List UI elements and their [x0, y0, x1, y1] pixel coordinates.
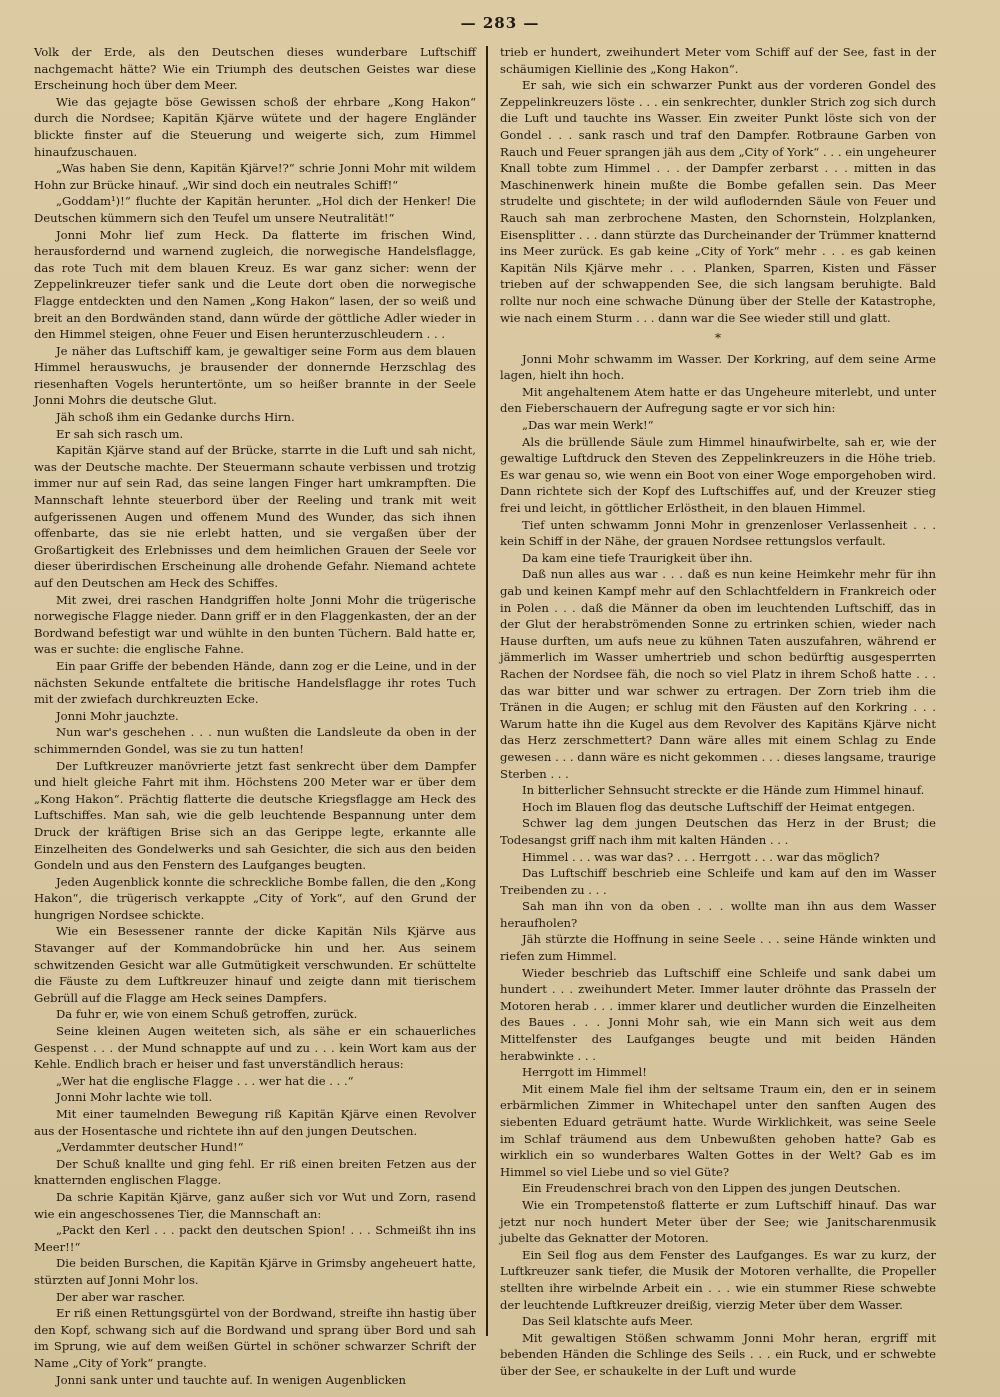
- paragraph: Wie das gejagte böse Gewissen schoß der ehrbare „Kong Hakon“ durch die Nordsee; Kapitän Kjärve wütete und der hagere Engländer blickte finster auf die Steuerung und weigerte sich, zum Himmel hinaufzuschauen.: [34, 94, 476, 159]
- paragraph: Ein Freudenschrei brach von den Lippen des jungen Deutschen.: [522, 1181, 901, 1196]
- paragraph: Schwer lag dem jungen Deutschen das Herz in der Brust; die Todesangst griff nach ihm mit kalten Händen . . .: [500, 816, 936, 847]
- paragraph: „Packt den Kerl . . . packt den deutschen Spion! . . . Schmeißt ihn ins Meer!!“: [34, 1223, 476, 1254]
- paragraph: Mit gewaltigen Stößen schwamm Jonni Mohr heran, ergriff mit bebenden Händen die Schlinge des Seils . . . ein Ruck, und er schwebte über der See, er schaukelte in der Luft und wurde: [500, 1330, 936, 1378]
- paragraph: Als die brüllende Säule zum Himmel hinaufwirbelte, sah er, wie der gewaltige Luftdruck den Steven des Zeppelinkreuzers in die Höhe trieb. Es war genau so, wie wenn ein Boot von einer Woge emporgehoben wird. Dann richtete sich der Kopf des Luftschiffes auf, und der Kreuzer stieg frei und leicht, in göttlicher Erlöstheit, in den blauen Himmel.: [500, 434, 936, 516]
- paragraph: Er riß einen Rettungsgürtel von der Bordwand, streifte ihn hastig über den Kopf, schwang sich auf die Bordwand und sprang über Bord und sah im Sprung, wie auf dem weißen Gürtel in schöner schwarzer Schrift der Name „City of York“ prangte.: [34, 1306, 476, 1370]
- paragraph: Der Schuß knallte und ging fehl. Er riß einen breiten Fetzen aus der knatternden englischen Flagge.: [34, 1156, 476, 1188]
- paragraph: Mit einer taumelnden Bewegung riß Kapitän Kjärve einen Revolver aus der Hosentasche und richtete ihn auf den jungen Deutschen.: [34, 1107, 476, 1138]
- paragraph: Tief unten schwamm Jonni Mohr in grenzenloser Verlassenheit . . . kein Schiff in der Nähe, der grauen Nordsee rettungslos verfault.: [500, 517, 936, 549]
- paragraph: Volk der Erde, als den Deutschen dieses wunderbare Luftschiff nachgemacht hätte? Wie ein Triumph des deutschen Geistes war diese Erscheinung hoch über dem Meer.: [34, 45, 476, 93]
- paragraph: Das Seil klatschte aufs Meer.: [522, 1314, 694, 1329]
- paragraph: Je näher das Luftschiff kam, je gewaltiger seine Form aus dem blauen Himmel herauswuchs, je brausender der donnernde Herzschlag des riesenhaften Vogels heruntertönte, um so heißer brannte in der Seele Jonni Mohrs die deutsche Glut.: [34, 343, 476, 408]
- paragraph: Daß nun alles aus war . . . daß es nun keine Heimkehr mehr für ihn gab und keinen Kampf mehr auf den Schlachtfeldern in Frankreich oder in Polen . . . daß die Männer da oben im leuchtenden Luftschiff, das in der Glut der herabströmenden Sonne zu ertrinken schien, wieder nach Hause durften, um aufs neue zu kühnen Taten auszufahren, während er jämmerlich im Wasser umhertrieb und schon bedürftig ausgesperrten Rachen der Nordsee fäh, die noch so viel Platz in ihrem Schoß hatte . . . das war bitter und war schwer zu ertragen. Der Zorn trieb ihm die Tränen in die Augen; er schlug mit den Fäusten auf den Korkring . . . Warum hatte ihn die Kugel aus dem Revolver des Kapitäns Kjärve nicht das Herz zerschmettert? Dann wäre alles mit einem Schlag zu Ende gewesen . . . dann wäre es nicht gekommen . . . dieses langsame, traurige Sterben . . .: [500, 567, 936, 781]
- paragraph: trieb er hundert, zweihundert Meter vom Schiff auf der See, fast in der schäumigen Kiellinie des „Kong Hakon“.: [500, 45, 936, 76]
- page-number: — 283 —: [460, 14, 540, 32]
- paragraph: Jeden Augenblick konnte die schreckliche Bombe fallen, die den „Kong Hakon“, die trügerisch verkappte „City of York“, auf den Grund der hungrigen Nordsee schickte.: [34, 874, 476, 922]
- paragraph: Ein paar Griffe der bebenden Hände, dann zog er die Leine, und in der nächsten Sekunde entfaltete die britische Handelsflagge ihr rotes Tuch mit der zwiefach durchkreuzten Ecke.: [34, 658, 476, 707]
- paragraph: Kapitän Kjärve stand auf der Brücke, starrte in die Luft und sah nicht, was der Deutsche machte. Der Steuermann schaute verbissen und trotzig immer nur auf sein Rad, das seine langen Finger hart umkrampften. Die Mannschaft lehnte steuerbord über der Reeling und trank mit weit aufgerissenen Augen und offenem Mund des Wunder, das sich ihnen offenbarte, das sie nie erlebt hatten, und sie vergaßen über der Großartigkeit des Erlebnisses und dem heimlichen Grauen der Seele vor dieser überirdischen Erscheinung alle drohende Gefahr. Niemand achtete auf den Deutschen am Heck des Schiffes.: [34, 443, 476, 590]
- paragraph: Ein Seil flog aus dem Fenster des Laufganges. Es war zu kurz, der Luftkreuzer sank tiefer, die Musik der Motoren verhallte, die Propeller stellten ihre wirbelnde Arbeit ein . . . wie ein stummer Riese schwebte der leuchtende Luftkreuzer dreißig, vierzig Meter über dem Wasser.: [500, 1247, 936, 1312]
- paragraph: Herrgott im Himmel!: [522, 1065, 647, 1080]
- paragraph: Hoch im Blauen flog das deutsche Luftschiff der Heimat entgegen.: [522, 799, 916, 814]
- paragraph: Nun war's geschehen . . . nun wußten die Landsleute da oben in der schimmernden Gondel, was sie zu tun hatten!: [34, 725, 476, 756]
- paragraph: Jonni Mohr lief zum Heck. Da flatterte im frischen Wind, herausfordernd und warnend zugleich, die norwegische Handelsflagge, das rote Tuch mit dem blauen Kreuz. Es war ganz sicher: wenn der Zeppelinkreuzer tiefer sank und die Leute dort oben die norwegische Flagge entdeckten und den Namen „Kong Hakon“ lasen, der so weiß und breit an den Bordwänden stand, dann würde der göttliche Adler wieder in den Himmel steigen, ohne Feuer und Eisen herunterzuschleudern . . .: [34, 227, 476, 342]
- paragraph: Jonni Mohr schwamm im Wasser. Der Korkring, auf dem seine Arme lagen, hielt ihn hoch.: [500, 351, 936, 383]
- paragraph: Der aber war rascher.: [56, 1289, 186, 1304]
- paragraph: „Was haben Sie denn, Kapitän Kjärve!?“ schrie Jonni Mohr mit wildem Hohn zur Brücke hinauf. „Wir sind doch ein neutrales Schiff!“: [34, 161, 476, 192]
- paragraph: Der Luftkreuzer manövrierte jetzt fast senkrecht über dem Dampfer und hielt gleiche Fahrt mit ihm. Höchstens 200 Meter war er über dem „Kong Hakon“. Prächtig flatterte die deutsche Kriegsflagge am Heck des Luftschiffes. Man sah, wie die gelb leuchtende Bespannung unter dem Druck der kräftigen Brise sich an das Gerippe legte, erkannte alle Einzelheiten des Gondelwerks und sah Gesichter, die sich aus den beiden Gondeln und aus den Fenstern des Laufganges beugten.: [34, 758, 476, 873]
- paragraph: „Goddam¹)!“ fluchte der Kapitän herunter. „Hol dich der Henker! Die Deutschen kümmern sich den Teufel um unsere Neutralität!“: [34, 194, 476, 225]
- paragraph: Da kam eine tiefe Traurigkeit über ihn.: [522, 550, 753, 565]
- paragraph: Mit einem Male fiel ihm der seltsame Traum ein, den er in seinem erbärmlichen Zimmer in Whitechapel unter den sanften Augen des siebenten Eduard geträumt hatte. Wurde Wirklichkeit, was seine Seele im Schlaf träumend aus dem Unbewußten gehoben hatte? Gab es wirklich ein so wunderbares Walten Gottes in der Welt? Gab es im Himmel so viel Liebe und so viel Güte?: [500, 1081, 936, 1179]
- paragraph: „Verdammter deutscher Hund!“: [56, 1140, 244, 1155]
- paragraph: Das Luftschiff beschrieb eine Schleife und kam auf den im Wasser Treibenden zu . . .: [500, 866, 936, 897]
- section-separator: *: [715, 331, 721, 346]
- paragraph: Himmel . . . was war das? . . . Herrgott . . . war das möglich?: [522, 849, 880, 864]
- paragraph: Sah man ihn von da oben . . . wollte man ihn aus dem Wasser heraufholen?: [500, 899, 936, 930]
- paragraph: Die beiden Burschen, die Kapitän Kjärve in Grimsby angeheuert hatte, stürzten auf Jonni Mohr los.: [34, 1256, 476, 1287]
- paragraph: Da schrie Kapitän Kjärve, ganz außer sich vor Wut und Zorn, rasend wie ein angeschossenes Tier, die Mannschaft an:: [34, 1189, 476, 1221]
- paragraph: Wie ein Trompetenstoß flatterte er zum Luftschiff hinauf. Das war jetzt nur noch hundert Meter über der See; wie Janitscharenmusik jubelte das Geknatter der Motoren.: [500, 1197, 936, 1246]
- paragraph: In bitterlicher Sehnsucht streckte er die Hände zum Himmel hinauf.: [522, 783, 925, 798]
- paragraph: „Wer hat die englische Flagge . . . wer hat die . . .“: [56, 1073, 354, 1088]
- paragraph: Wieder beschrieb das Luftschiff eine Schleife und sank dabei um hundert . . . zweihundert Meter. Immer lauter dröhnte das Prasseln der Motoren herab . . . immer klarer und deutlicher wurden die Einzelheiten des Baues . . . Jonni Mohr sah, wie ein Mann sich weit aus dem Mittelfenster des Laufganges beugte und mit beiden Händen herabwinkte . . .: [500, 965, 936, 1063]
- paragraph: Seine kleinen Augen weiteten sich, als sähe er ein schauerliches Gespenst . . . der Mund schnappte auf und zu . . . kein Wort kam aus der Kehle. Endlich brach er heiser und fast unverständlich heraus:: [34, 1024, 476, 1072]
- paragraph: Jäh schoß ihm ein Gedanke durchs Hirn.: [56, 410, 295, 425]
- paragraph: Jäh stürzte die Hoffnung in seine Seele . . . seine Hände winkten und riefen zum Himmel.: [500, 932, 936, 964]
- paragraph: Mit zwei, drei raschen Handgriffen holte Jonni Mohr die trügerische norwegische Flagge nieder. Dann griff er in den Flaggenkasten, der an der Bordwand befestigt war und wühlte in den bunten Tüchern. Bald hatte er, was er suchte: die englische Fahne.: [34, 592, 476, 657]
- paragraph: Er sah sich rasch um.: [56, 426, 184, 441]
- column-divider: [486, 46, 488, 1336]
- paragraph: Wie ein Besessener rannte der dicke Kapitän Nils Kjärve aus Stavanger auf der Kommandobrücke hin und her. Aus seinem schwitzenden Gesicht war alle Gutmütigkeit verschwunden. Er schüttelte die Fäuste zu dem Luftkreuzer hinauf und zeigte dann mit tierischem Gebrüll auf die Flagge am Heck seines Dampfers.: [34, 924, 476, 1005]
- paragraph: Er sah, wie sich ein schwarzer Punkt aus der vorderen Gondel des Zeppelinkreuzers löste . . . ein senkrechter, dunkler Strich zog sich durch die Luft und tauchte ins Wasser. Ein zweiter Punkt löste sich von der Gondel . . . sank rasch und traf den Dampfer. Rotbraune Garben von Rauch und Feuer sprangen jäh aus dem „City of York“ . . . ein ungeheurer Knall tobte zum Himmel . . . der Dampfer zerbarst . . . mitten in das Maschinenwerk hinein mußte die Bombe gefallen sein. Das Meer strudelte und gischtete; in der wild auflodernden Säule von Feuer und Rauch sah man zerbrochene Masten, den Schornstein, Holzplanken, Eisensplitter . . . dann stürzte das Durcheinander der Trümmer knatternd ins Meer zurück. Es gab keine „City of York“ mehr . . . es gab keinen Kapitän Nils Kjärve mehr . . . Planken, Sparren, Kisten und Fässer trieben auf der schwappenden See, die sich langsam beruhigte. Bald rollte nur noch eine schwache Dünung über der Stelle der Katastrophe, wie nach einem Sturm . . . dann war die See wieder still und glatt.: [500, 78, 936, 325]
- paragraph: Jonni sank unter und tauchte auf. In wenigen Augenblicken: [56, 1372, 406, 1387]
- paragraph: Jonni Mohr jauchzte.: [56, 708, 179, 723]
- paragraph: „Das war mein Werk!“: [522, 418, 654, 433]
- right-text-column: [500, 44, 936, 1378]
- paragraph: Mit angehaltenem Atem hatte er das Ungeheure miterlebt, und unter den Fieberschauern der Aufregung sagte er vor sich hin:: [500, 384, 936, 416]
- paragraph: Jonni Mohr lachte wie toll.: [56, 1090, 213, 1105]
- paragraph: Da fuhr er, wie von einem Schuß getroffen, zurück.: [56, 1007, 358, 1022]
- left-text-column: [34, 44, 476, 1387]
